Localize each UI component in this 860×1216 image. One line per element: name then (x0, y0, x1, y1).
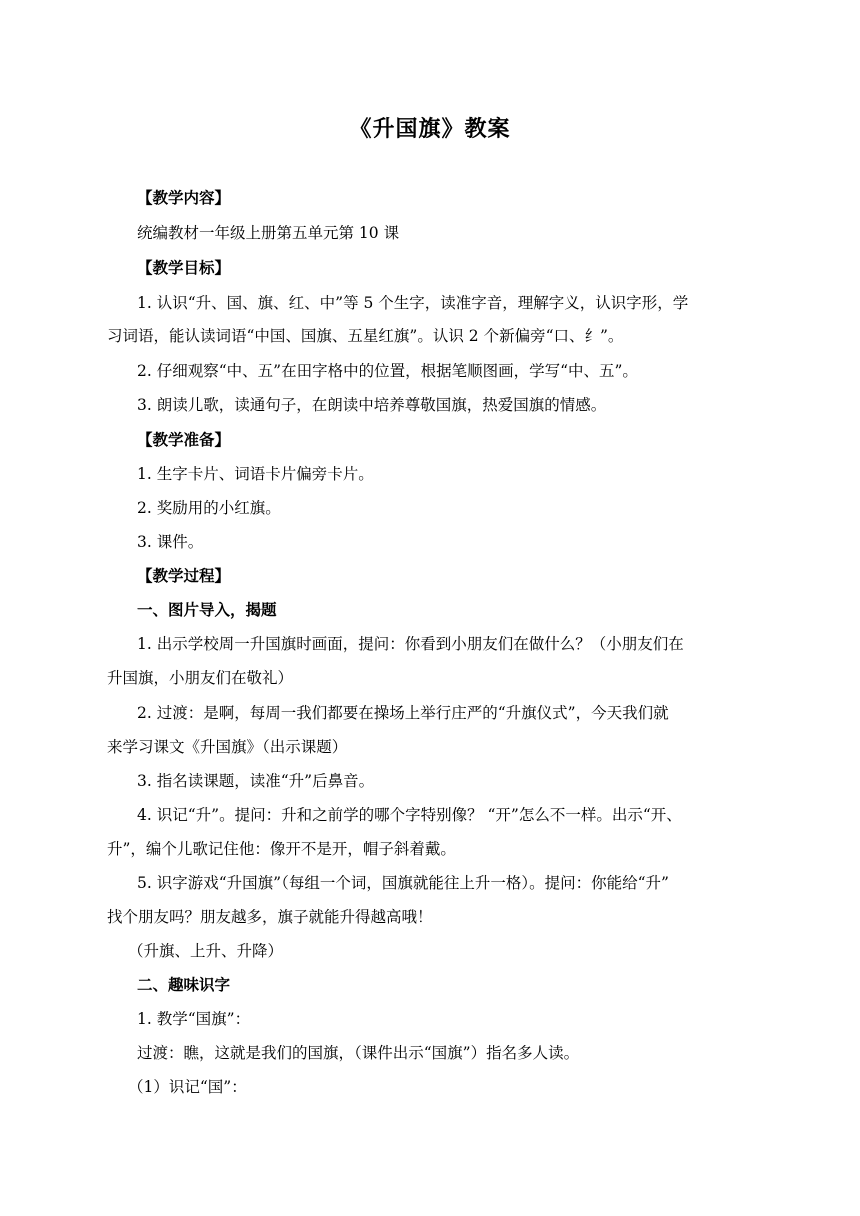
paragraph-line: 3. 朗读儿歌，读通句子，在朗读中培养尊敬国旗，热爱国旗的情感。 (137, 396, 607, 414)
paragraph-line: （升旗、上升、升降） (128, 942, 284, 960)
section-heading-content: 【教学内容】 (137, 189, 231, 207)
paragraph-line: 2. 奖励用的小红旗。 (137, 499, 281, 517)
paragraph-line: 来学习课文《升国旗》（出示课题） (107, 738, 348, 756)
section-heading-process: 【教学过程】 (137, 567, 231, 585)
paragraph-line: 2. 仔细观察“中、五”在田字格中的位置，根据笔顺图画，学写“中、五”。 (137, 362, 638, 380)
paragraph-line: 过渡：瞧，这就是我们的国旗，（课件出示“国旗”）指名多人读。 (137, 1044, 580, 1062)
subsection-heading: 一、图片导入，揭题 (137, 601, 277, 619)
paragraph-line: 升国旗，小朋友们在敬礼） (107, 669, 294, 687)
paragraph-line: 2. 过渡：是啊，每周一我们都要在操场上举行庄严的“升旗仪式”，今天我们就 (137, 704, 669, 722)
paragraph-line: 找个朋友吗？朋友越多，旗子就能升得越高哦！ (107, 908, 433, 926)
paragraph-line: 1. 教学“国旗”： (137, 1010, 251, 1028)
paragraph-line: 1. 认识“升、国、旗、红、中”等 5 个生字，读准字音，理解字义，认识字形，学 (137, 294, 689, 312)
subsection-heading: 二、趣味识字 (137, 976, 231, 994)
paragraph-line: 4. 识记“升”。提问：升和之前学的哪个字特别像？ “开”怎么不一样。出示“开、 (137, 806, 682, 824)
section-heading-preparation: 【教学准备】 (137, 431, 231, 449)
paragraph-line: （1）识记“国”： (128, 1078, 247, 1096)
paragraph-line: 5. 识字游戏“升国旗”（每组一个词，国旗就能往上升一格）。提问：你能给“升” (137, 874, 669, 892)
section-heading-goals: 【教学目标】 (137, 259, 231, 277)
paragraph-line: 3. 指名读课题，读准“升”后鼻音。 (137, 772, 375, 790)
paragraph-line: 3. 课件。 (137, 533, 204, 551)
paragraph-line: 1. 生字卡片、词语卡片偏旁卡片。 (137, 465, 374, 483)
paragraph-line: 统编教材一年级上册第五单元第 10 课 (137, 224, 400, 242)
paragraph-line: 升”，编个儿歌记住他：像开不是开，帽子斜着戴。 (107, 840, 456, 858)
document-title: 《升国旗》教案 (349, 117, 511, 142)
paragraph-line: 1. 出示学校周一升国旗时画面，提问：你看到小朋友们在做什么？（小朋友们在 (137, 635, 684, 653)
paragraph-line: 习词语，能认读词语“中国、国旗、五星红旗”。认识 2 个新偏旁“口、纟”。 (107, 327, 624, 345)
